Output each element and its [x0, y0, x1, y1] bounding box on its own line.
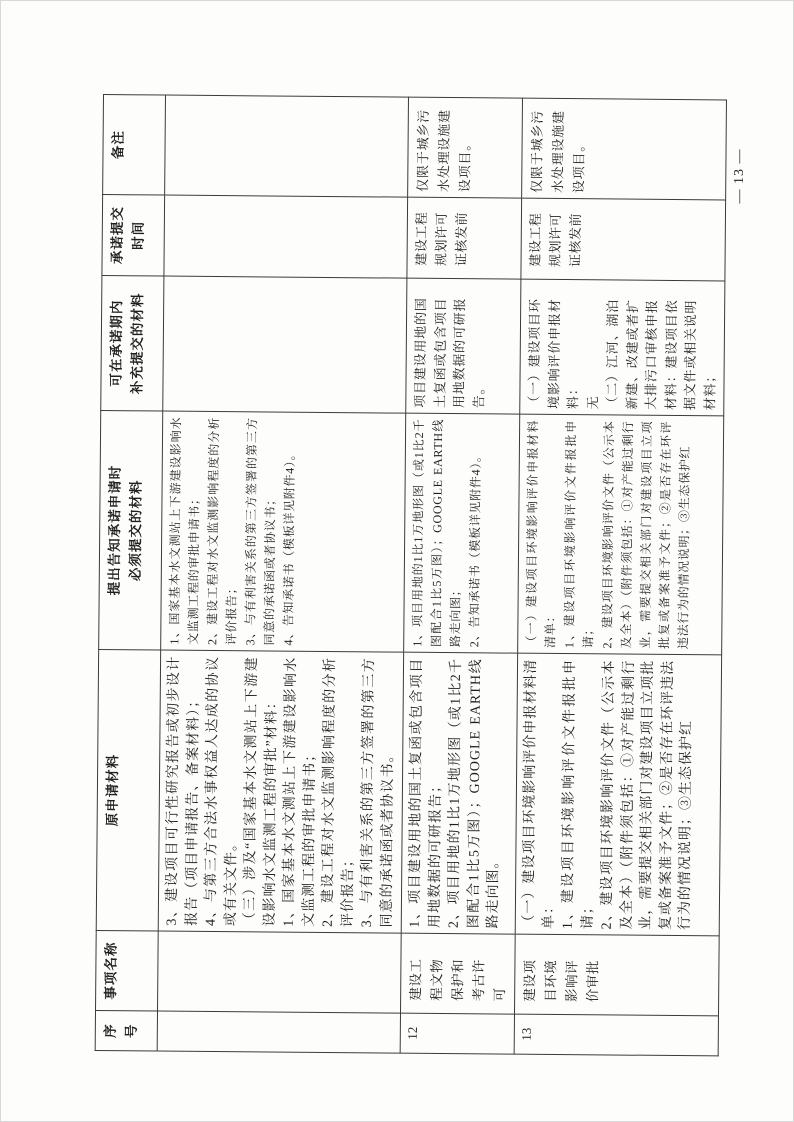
cell-chengnuo-shijian — [407, 197, 522, 279]
notification-commitment-items-table — [95, 94, 727, 1056]
cell-yuan-cailiao: 1、项目建设用地的国土复函或包含项目用地数据的可研报告； 2、项目用地的1比1万地形图（或1比2千图配合1比5万图）；GOOGLE EARTH线路走向图。 — [401, 652, 517, 934]
cell-xuhao: 13 — [514, 1014, 718, 1056]
cell-xuhao: 12 — [400, 1013, 514, 1054]
cell-bixu-cailiao: （一）建设项目环境影响评价申报材料清单： 1、建设项目环境影响评价文件报批申请； 2、建设项目环境影响评价文件（公示本及全本）（附件须包括：①对产能过剩行业，需要提交相关部门对建设项目立项批复或备案准予文件；②是否存在环评违法行为的情况说明；③生态保护红 — [518, 414, 724, 655]
cell-shixiang — [158, 931, 402, 1013]
cell-beizhu: 仅限于城乡污水处理设施建设项目。 — [408, 97, 523, 198]
table-row-13 — [514, 98, 726, 1056]
chengnuo-text: 建设工程规划许可证核发前 — [527, 212, 583, 268]
landscape-table-surface — [95, 95, 718, 1056]
cell-yuan-cailiao: （一）建设项目环境影响评价申报材料清单： 1、建设项目环境影响评价文件报批申请； 2、建设项目环境影响评价文件（公示本及全本）（附件须包括：①对产能过剩行业，需要提交相关部门对建设项目立项批复或备案准予文件；②是否存在环评违法行为的情况说明；③生态保护红 — [515, 653, 721, 936]
cell-kezai-cailiao: 项目建设用地的国土复函或包含项目用地数据的可研报告。 — [406, 278, 521, 414]
cell-bixu-cailiao: 1、项目用地的1比1万地形图（或1比2千图配合1比5万图）；GOOGLE EARTH线路走向图； 2、告知承诺书（模板详见附件4）。 — [404, 413, 520, 653]
cell-xuhao — [157, 1011, 400, 1053]
table-row-12 — [400, 97, 522, 1054]
cell-yuan-cailiao: 3、建设项目可行性研究报告或初步设计报告（项目申请报告、备案材料）； 4、与第三方合法水事权益人达成的协议或有关文件。 （三）涉及“国家基本水文测站上下游建设影响水文监测工程的审批”材料： 1、国家基本水文测站上下游建设影响水文监测工程的审批申请书； 2、建设工程对水文监测影响程度的分析评价报告； 3、与有利害关系的第三方签署的第三方同意的承诺函或者协议书。 — [158, 650, 403, 933]
cell-beizhu — [165, 95, 409, 197]
cell-chengnuo-shijian — [521, 198, 726, 281]
cell-kezai-cailiao: （一）建设项目环境影响评价申报材料： 无 （二）江河、湖泊新建、改建或者扩大排污口审核申报材料：建设项目依据文件或相关说明材料； — [520, 279, 725, 416]
header-bixu-tijiao-cailiao: 提出告知承诺申请时 必须提交的材料 — [99, 410, 163, 650]
table-row-continuation — [157, 95, 408, 1053]
chengnuo-text: 建设工程规划许可证核发前 — [413, 211, 469, 267]
cell-chengnuo-shijian — [164, 195, 408, 278]
cell-shixiang — [514, 934, 719, 1016]
header-yuan-shenqing-cailiao: 原申请材料 — [96, 649, 160, 931]
page-number: — 13 — — [732, 148, 747, 204]
cell-kezai-cailiao — [163, 276, 407, 413]
header-chengnuo-tijiao-shijian: 承诺提交 时间 — [102, 195, 165, 277]
table-header-row — [95, 95, 165, 1052]
cell-beizhu: 仅限于城乡污水处理设施建设项目。 — [522, 98, 727, 200]
header-shixiang-mingcheng: 事项名称 — [96, 930, 159, 1011]
header-kezai-chengnuoqi-cailiao: 可在承诺期内 补充提交的材料 — [101, 275, 164, 411]
item-name-text: 建设项目环境影响评价审批 — [522, 959, 601, 1003]
item-name-text: 建设工程文物保护和考古许可 — [408, 958, 508, 1002]
header-beizhu: 备注 — [103, 95, 166, 196]
cell-bixu-cailiao: 1、国家基本水文测站上下游建设影响水文监测工程的审批申请书； 2、建设工程对水文监测影响程度的分析评价报告； 3、与有利害关系的第三方签署的第三方同意的承诺函或者协议书； 4、告知承诺书（模板详见附件4）。 — [161, 411, 406, 652]
rotated-table-container — [95, 95, 718, 1056]
cell-shixiang — [400, 933, 515, 1014]
header-xuhao: 序 号 — [95, 1010, 157, 1051]
